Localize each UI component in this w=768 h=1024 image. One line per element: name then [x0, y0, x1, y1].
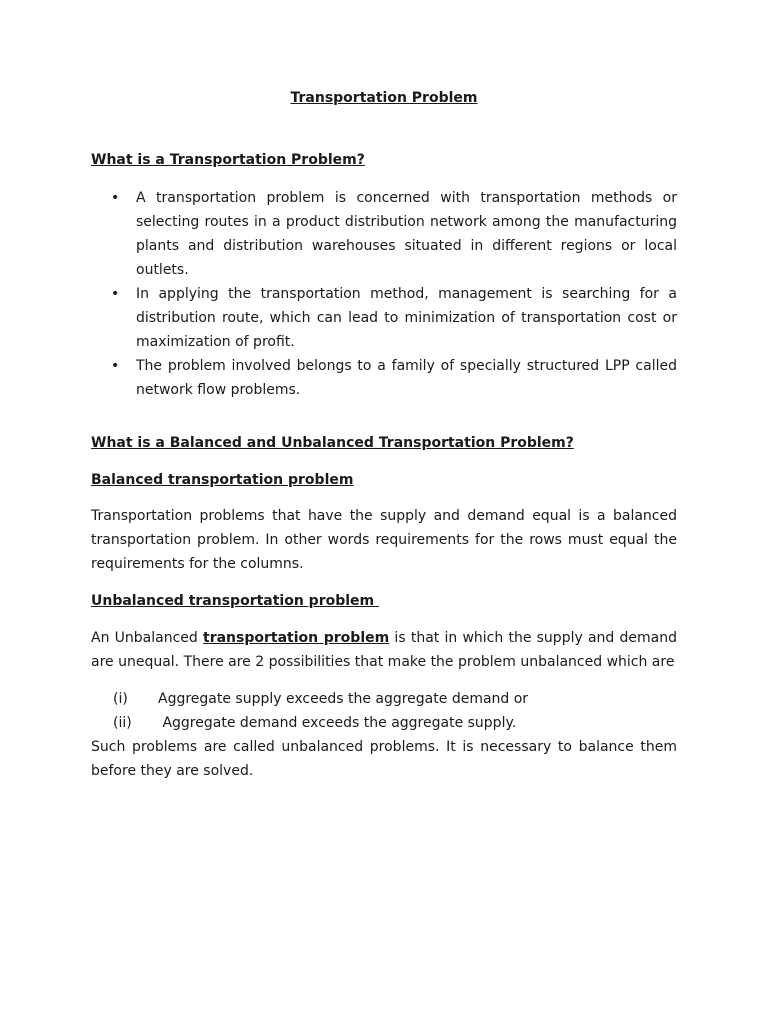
subheading-balanced: Balanced transportation problem — [91, 472, 354, 488]
unbalanced-intro-paragraph — [91, 626, 677, 674]
list-item — [91, 354, 677, 402]
bullet-text: In applying the transportation method, management is searching for a distribution route, which can lead to minimization of transportation cost or maximization of profit. — [136, 286, 677, 350]
subheading-unbalanced: Unbalanced transportation problem — [91, 593, 380, 609]
section-heading-balanced-unbalanced: What is a Balanced and Unbalanced Transportation Problem? — [91, 435, 574, 451]
bullet-icon: • — [111, 286, 120, 302]
intro-suffix: is that in which the supply and demand are unequal. There are 2 possibilities that make the problem unbalanced which are — [91, 630, 678, 670]
bullet-text: The problem involved belongs to a family of specially structured LPP called network flow problems. — [136, 358, 677, 398]
list-item — [91, 282, 677, 354]
list-item — [91, 186, 677, 282]
definition-bullet-list — [91, 186, 677, 402]
bullet-icon: • — [111, 358, 120, 374]
item-text: Aggregate demand exceeds the aggregate supply. — [158, 715, 517, 731]
transportation-problem-link[interactable]: transportation problem — [203, 630, 390, 646]
item-marker: (i) — [113, 691, 128, 707]
list-item — [113, 711, 516, 735]
item-text: Aggregate supply exceeds the aggregate demand or — [158, 691, 529, 707]
item-marker: (ii) — [113, 715, 132, 731]
page-title: Transportation Problem — [290, 90, 478, 106]
balanced-paragraph: Transportation problems that have the supply and demand equal is a balanced transportation problem. In other words requirements for the rows must equal the requirements for the columns. — [91, 508, 677, 572]
closing-paragraph: Such problems are called unbalanced problems. It is necessary to balance them before they are solved. — [91, 739, 677, 779]
section-heading-transportation-problem: What is a Transportation Problem? — [91, 152, 365, 168]
bullet-icon: • — [111, 190, 120, 206]
list-item — [113, 687, 528, 711]
bullet-text: A transportation problem is concerned with transportation methods or selecting routes in a product distribution network among the manufacturing plants and distribution warehouses situated in different regions or local outlets. — [136, 190, 677, 278]
intro-prefix: An Unbalanced — [91, 630, 204, 646]
